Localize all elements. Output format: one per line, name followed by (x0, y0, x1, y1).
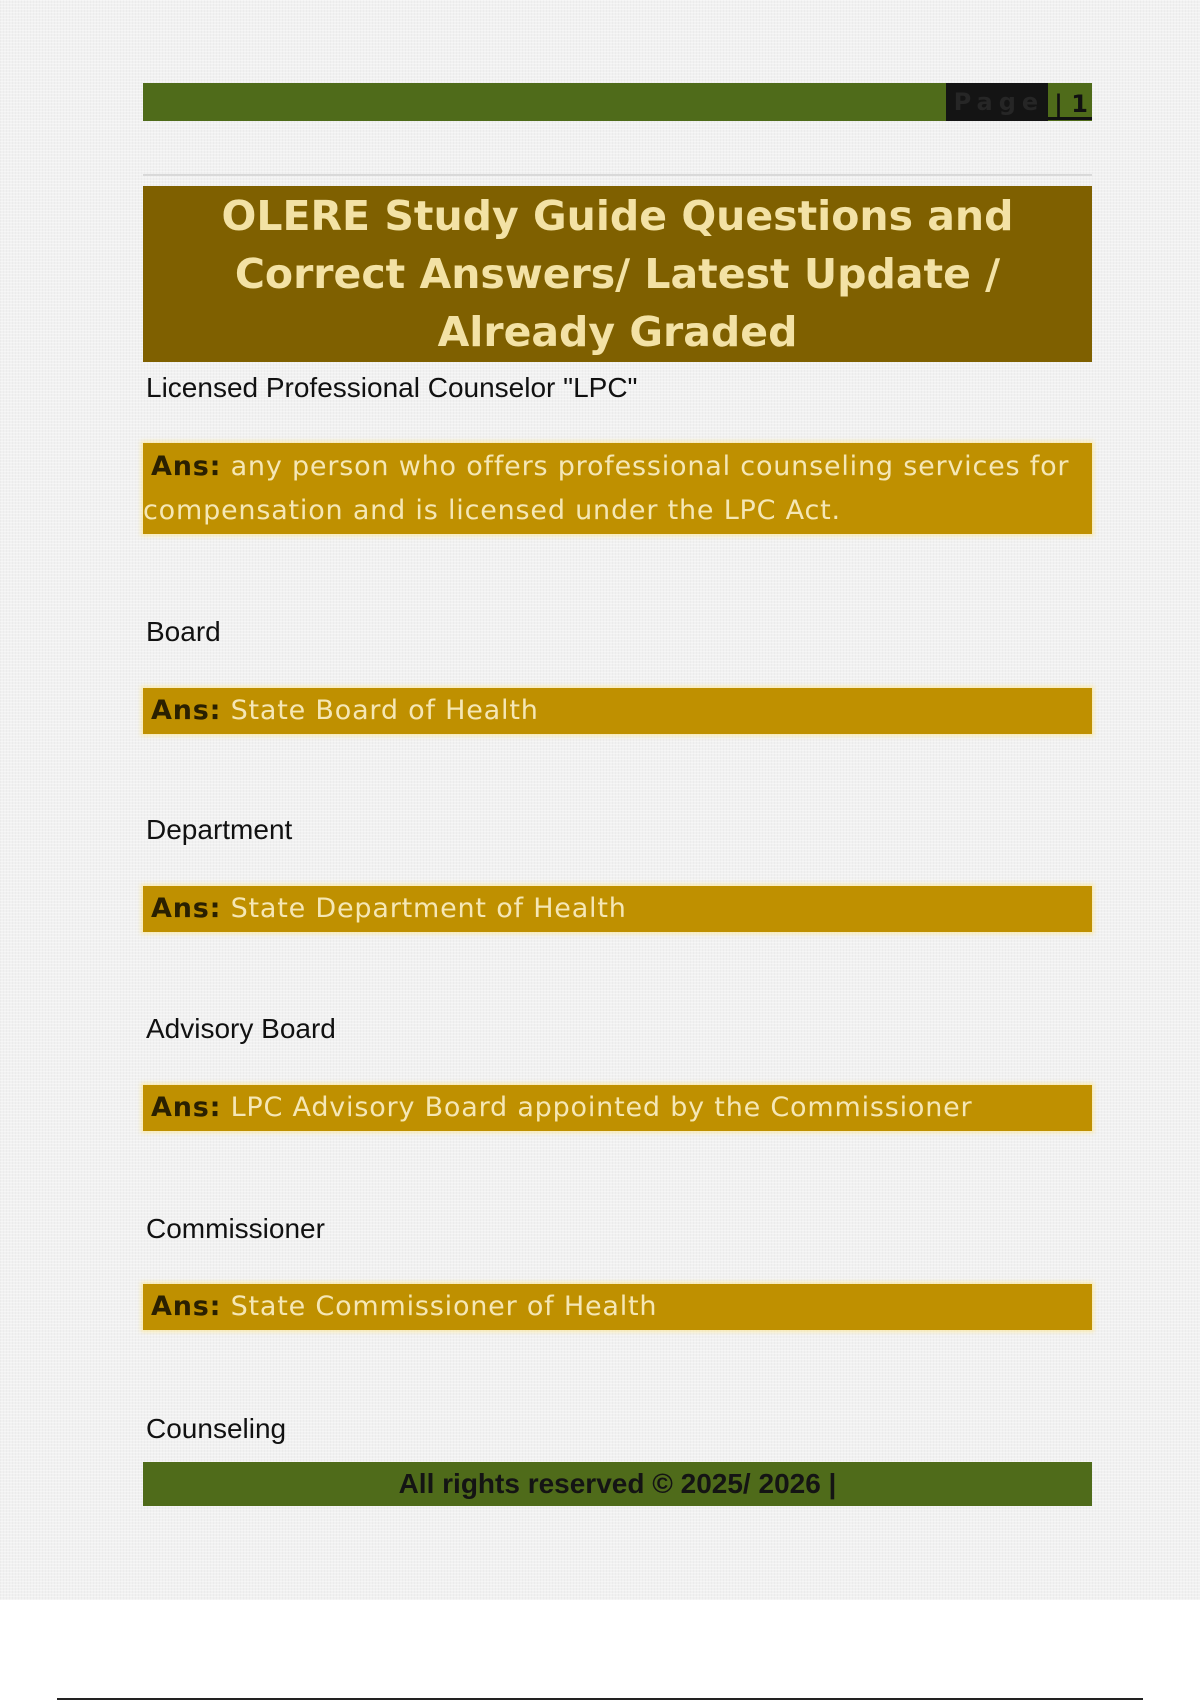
answer-label: Ans: (151, 1291, 222, 1322)
question-text: Advisory Board (146, 1013, 336, 1044)
page-header-bar (143, 83, 1092, 121)
page-number-label (946, 83, 1092, 121)
answer-text-continued: compensation and is licensed under the LPC Act. (143, 495, 841, 526)
answer-box (143, 688, 1092, 734)
question-text: Board (146, 616, 221, 647)
question-text: Counseling (146, 1413, 287, 1444)
question-text: Licensed Professional Counselor "LPC" (146, 372, 638, 403)
answer-text: LPC Advisory Board appointed by the Commissioner (230, 1092, 973, 1123)
answer-line (151, 445, 1086, 489)
answer-text: State Commissioner of Health (230, 1291, 658, 1322)
header-divider (143, 174, 1092, 176)
answer-label: Ans: (151, 695, 222, 726)
page-number: | 1 (1048, 85, 1092, 120)
answer-text: State Department of Health (230, 893, 627, 924)
answer-box (143, 1284, 1092, 1330)
answer-label: Ans: (151, 1092, 222, 1123)
page-footer: All rights reserved © 2025/ 2026 | (143, 1462, 1092, 1506)
answer-text: any person who offers professional counseling services for (230, 451, 1070, 482)
question-text: Department (146, 814, 293, 845)
question-text: Commissioner (146, 1213, 325, 1244)
page-word: Page (946, 83, 1049, 121)
answer-label: Ans: (151, 451, 222, 482)
answer-text: State Board of Health (230, 695, 539, 726)
answer-label: Ans: (151, 893, 222, 924)
answer-box (143, 1085, 1092, 1131)
answer-box (143, 443, 1092, 534)
document-title: OLERE Study Guide Questions and Correct Answers/ Latest Update / Already Graded (143, 186, 1092, 362)
answer-box (143, 886, 1092, 932)
